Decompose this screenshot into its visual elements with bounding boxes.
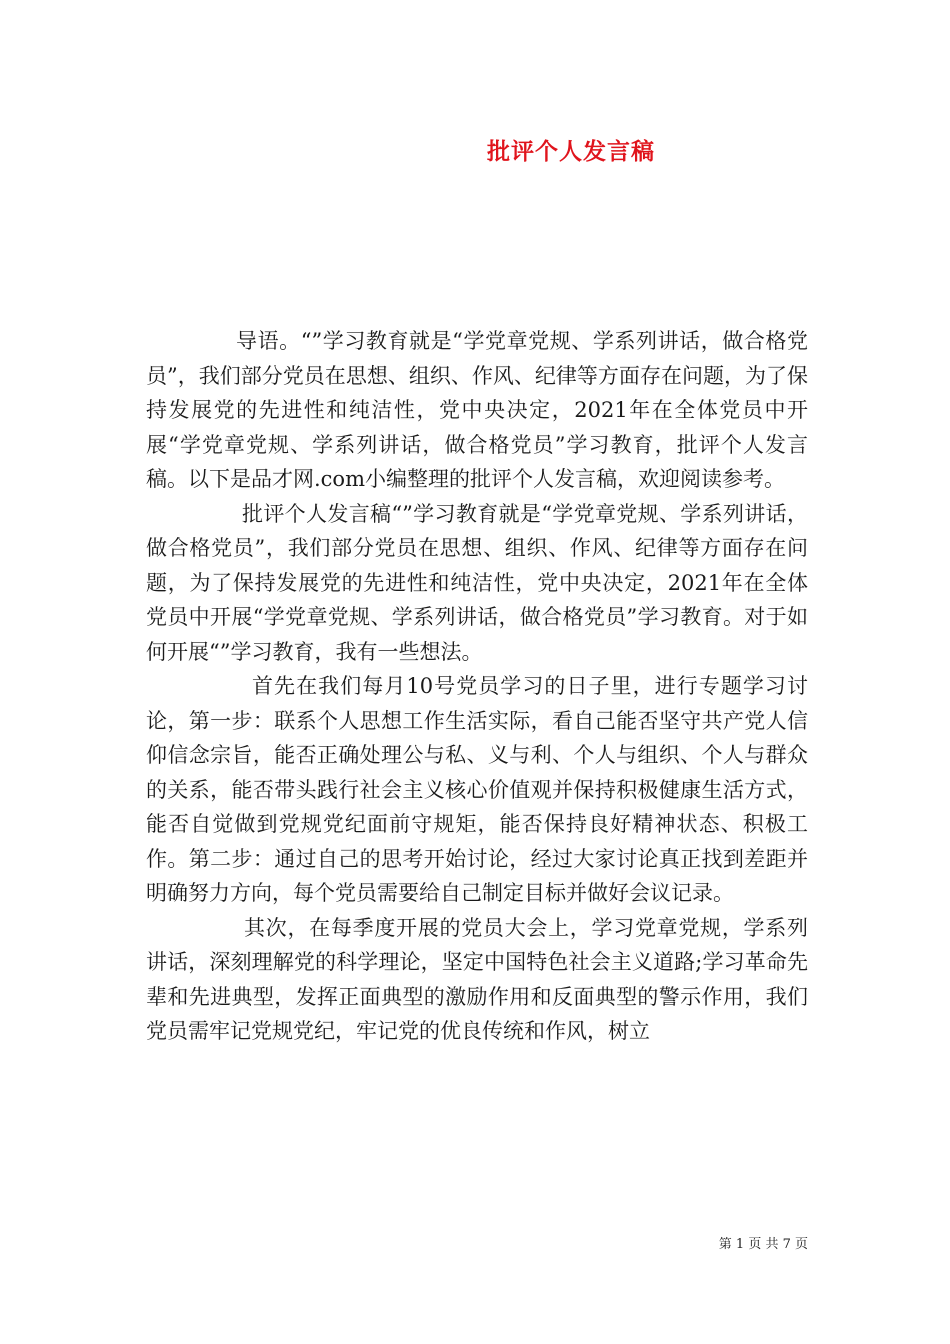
document-body <box>146 324 808 1049</box>
paragraph-first-step: 首先在我们每月10号党员学习的日子里，进行专题学习讨论，第一步：联系个人思想工作生活实际，看自己能否坚守共产党人信仰信念宗旨，能否正确处理公与私、义与利、个人与组织、个人与群众的关系，能否带头践行社会主义核心价值观并保持积极健康生活方式，能否自觉做到党规党纪面前守规矩，能否保持良好精神状态、积极工作。第二步：通过自己的思考开始讨论，经过大家讨论真正找到差距并明确努力方向，每个党员需要给自己制定目标并做好会议记录。 <box>146 674 808 905</box>
paragraph-speech-opening: 批评个人发言稿“”学习教育就是“学党章党规、学系列讲话，做合格党员”，我们部分党员在思想、组织、作风、纪律等方面存在问题，为了保持发展党的先进性和纯洁性，党中央决定，2021年在全体党员中开展“学党章党规、学系列讲话，做合格党员”学习教育。对于如何开展“”学习教育，我有一些想法。 <box>146 501 808 664</box>
paragraph-second: 其次，在每季度开展的党员大会上，学习党章党规，学系列讲话，深刻理解党的科学理论，坚定中国特色社会主义道路;学习革命先辈和先进典型，发挥正面典型的激励作用和反面典型的警示作用，我们党员需牢记党规党纪，牢记党的优良传统和作风，树立 <box>146 915 808 1043</box>
document-title: 批评个人发言稿 <box>487 138 655 165</box>
paragraph-intro: 导语。“”学习教育就是“学党章党规、学系列讲话，做合格党员”，我们部分党员在思想、组织、作风、纪律等方面存在问题，为了保持发展党的先进性和纯洁性，党中央决定，2021年在全体党员中开展“学党章党规、学系列讲话，做合格党员”学习教育，批评个人发言稿。以下是品才网.com小编整理的批评个人发言稿，欢迎阅读参考。 <box>146 329 808 491</box>
page-number-footer: 第 1 页 共 7 页 <box>718 1237 808 1252</box>
